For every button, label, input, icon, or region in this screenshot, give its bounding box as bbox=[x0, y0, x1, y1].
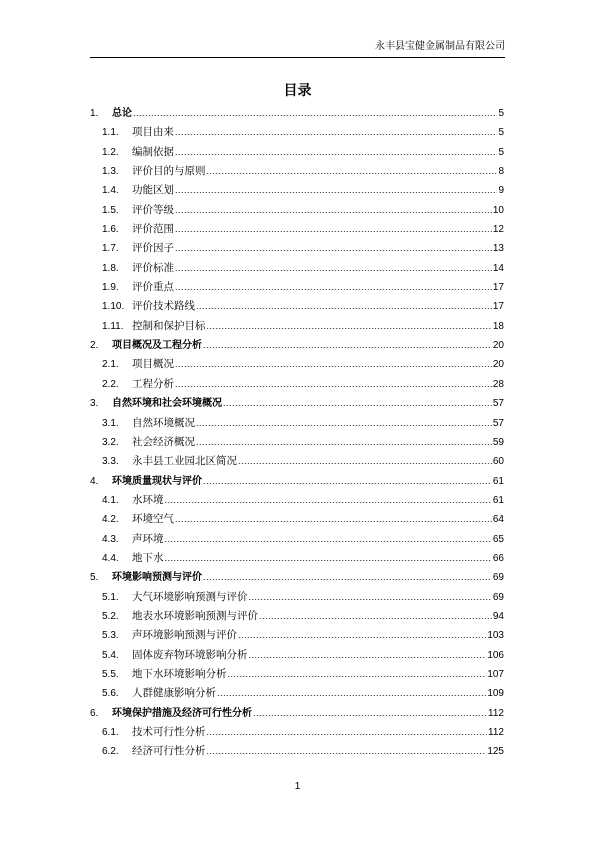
toc-dot-leader bbox=[175, 123, 497, 142]
toc-entry-number: 6.2. bbox=[102, 746, 119, 758]
toc-entry-number: 6. bbox=[90, 707, 99, 719]
toc-entry-page: 12 bbox=[492, 224, 504, 236]
toc-entry-number: 5.6. bbox=[102, 688, 119, 700]
toc-entry-page: 5 bbox=[498, 108, 504, 119]
toc-entry-number: 1.6. bbox=[102, 224, 119, 236]
toc-entry-number: 4.1. bbox=[102, 494, 119, 506]
toc-entry-label: 水环境 bbox=[132, 493, 164, 506]
toc-entry-number: 2. bbox=[90, 340, 99, 352]
toc-entry-page: 9 bbox=[498, 185, 504, 197]
toc-entry-page: 106 bbox=[487, 649, 504, 661]
toc-section-entry[interactable] bbox=[90, 162, 504, 181]
toc-dot-leader bbox=[175, 375, 492, 394]
toc-entry-label: 声环境 bbox=[132, 532, 164, 545]
toc-entry-page: 69 bbox=[492, 572, 504, 584]
header-company-name: 永丰县宝健金属制品有限公司 bbox=[375, 41, 505, 52]
toc-entry-label: 编制依据 bbox=[132, 145, 174, 158]
toc-entry-page: 60 bbox=[492, 456, 504, 468]
toc-entry-number: 4.3. bbox=[102, 533, 119, 545]
toc-entry-label: 工程分析 bbox=[132, 377, 174, 390]
toc-chapter-entry[interactable] bbox=[90, 568, 504, 587]
toc-dot-leader bbox=[175, 201, 492, 220]
toc-entry-page: 10 bbox=[492, 204, 504, 216]
toc-entry-number: 4.2. bbox=[102, 514, 119, 526]
toc-entry-label: 评价重点 bbox=[132, 281, 174, 294]
toc-dot-leader bbox=[207, 742, 487, 761]
toc-section-entry[interactable] bbox=[90, 259, 504, 278]
toc-chapter-entry[interactable] bbox=[90, 336, 504, 355]
toc-entry-page: 107 bbox=[487, 668, 504, 680]
toc-dot-leader bbox=[238, 626, 486, 645]
toc-dot-leader bbox=[165, 491, 492, 510]
toc-dot-leader bbox=[175, 181, 497, 200]
toc-entry-label: 社会经济概况 bbox=[132, 435, 195, 448]
toc-entry-page: 94 bbox=[492, 610, 504, 622]
toc-dot-leader bbox=[175, 278, 492, 297]
toc-entry-label: 评价因子 bbox=[132, 242, 174, 255]
toc-section-entry[interactable] bbox=[90, 742, 504, 761]
toc-dot-leader bbox=[259, 607, 492, 626]
toc-entry-page: 57 bbox=[492, 417, 504, 429]
toc-entry-number: 1.9. bbox=[102, 282, 119, 294]
toc-entry-number: 4.4. bbox=[102, 552, 119, 564]
toc-dot-leader bbox=[175, 510, 492, 529]
toc-dot-leader bbox=[196, 414, 492, 433]
toc-entry-number: 1.1. bbox=[102, 127, 119, 139]
toc-entry-page: 112 bbox=[488, 727, 504, 738]
toc-section-entry[interactable] bbox=[90, 646, 504, 665]
toc-dot-leader bbox=[175, 355, 492, 374]
toc-dot-leader bbox=[203, 568, 492, 587]
toc-dot-leader bbox=[196, 433, 492, 452]
toc-dot-leader bbox=[175, 220, 492, 239]
toc-entry-number: 2.1. bbox=[102, 359, 119, 371]
toc-entry-page: 17 bbox=[492, 282, 504, 294]
toc-dot-leader bbox=[217, 684, 486, 703]
toc-chapter-entry[interactable] bbox=[90, 704, 504, 723]
toc-dot-leader bbox=[207, 162, 498, 181]
toc-entry-page: 66 bbox=[492, 552, 504, 564]
toc-entry-page: 5 bbox=[498, 127, 504, 139]
toc-entry-label: 环境空气 bbox=[132, 513, 174, 526]
toc-entry-number: 6.1. bbox=[102, 727, 119, 738]
toc-chapter-entry[interactable] bbox=[90, 104, 504, 123]
toc-section-entry[interactable] bbox=[90, 665, 504, 684]
toc-entry-page: 61 bbox=[492, 494, 504, 506]
toc-entry-number: 1.11. bbox=[102, 320, 124, 332]
toc-entry-page: 18 bbox=[492, 320, 504, 332]
toc-entry-page: 20 bbox=[492, 340, 504, 352]
toc-section-entry[interactable] bbox=[90, 239, 504, 258]
toc-entry-label: 项目概况及工程分析 bbox=[112, 340, 202, 352]
toc-section-entry[interactable] bbox=[90, 355, 504, 374]
toc-section-entry[interactable] bbox=[90, 201, 504, 220]
toc-entry-page: 109 bbox=[487, 688, 504, 700]
toc-entry-page: 65 bbox=[492, 533, 504, 545]
toc-section-entry[interactable] bbox=[90, 530, 504, 549]
toc-entry-number: 2.2. bbox=[102, 378, 119, 390]
toc-section-entry[interactable] bbox=[90, 491, 504, 510]
toc-dot-leader bbox=[223, 394, 492, 413]
toc-section-entry[interactable] bbox=[90, 588, 504, 607]
toc-entry-page: 61 bbox=[492, 475, 504, 487]
toc-dot-leader bbox=[175, 259, 492, 278]
toc-entry-label: 评价等级 bbox=[132, 203, 174, 216]
toc-entry-label: 项目由来 bbox=[132, 126, 174, 139]
toc-entry-label: 地下水环境影响分析 bbox=[132, 667, 227, 680]
toc-entry-number: 1. bbox=[90, 108, 99, 119]
table-of-contents bbox=[90, 104, 504, 762]
toc-entry-label: 大气环境影响预测与评价 bbox=[132, 590, 248, 603]
toc-entry-label: 自然环境和社会环境概况 bbox=[112, 398, 222, 410]
toc-section-entry[interactable] bbox=[90, 123, 504, 142]
toc-dot-leader bbox=[207, 723, 488, 742]
toc-dot-leader bbox=[196, 297, 492, 316]
toc-section-entry[interactable] bbox=[90, 181, 504, 200]
toc-entry-number: 1.8. bbox=[102, 262, 119, 274]
toc-entry-label: 环境保护措施及经济可行性分析 bbox=[112, 707, 252, 719]
toc-section-entry[interactable] bbox=[90, 220, 504, 239]
toc-entry-number: 5.1. bbox=[102, 591, 119, 603]
toc-entry-number: 5.5. bbox=[102, 668, 119, 680]
toc-dot-leader bbox=[175, 239, 492, 258]
toc-title: 目录 bbox=[283, 83, 312, 99]
toc-dot-leader bbox=[165, 549, 492, 568]
toc-entry-label: 固体废弃物环境影响分析 bbox=[132, 648, 248, 661]
toc-entry-label: 评价目的与原则 bbox=[132, 165, 206, 178]
toc-section-entry[interactable] bbox=[90, 607, 504, 626]
toc-entry-label: 技术可行性分析 bbox=[132, 726, 206, 738]
toc-entry-number: 5.4. bbox=[102, 649, 119, 661]
toc-entry-number: 3.3. bbox=[102, 456, 119, 468]
toc-section-entry[interactable] bbox=[90, 626, 504, 645]
toc-section-entry[interactable] bbox=[90, 317, 504, 336]
toc-entry-label: 环境质量现状与评价 bbox=[112, 475, 202, 487]
toc-entry-page: 69 bbox=[492, 591, 504, 603]
toc-entry-number: 3.1. bbox=[102, 417, 119, 429]
toc-entry-page: 14 bbox=[492, 262, 504, 274]
toc-entry-page: 103 bbox=[487, 630, 504, 642]
toc-section-entry[interactable] bbox=[90, 452, 504, 471]
toc-entry-label: 控制和保护目标 bbox=[132, 319, 206, 332]
toc-section-entry[interactable] bbox=[90, 375, 504, 394]
toc-entry-label: 环境影响预测与评价 bbox=[112, 572, 202, 584]
toc-entry-page: 17 bbox=[492, 301, 504, 313]
toc-entry-label: 评价范围 bbox=[132, 223, 174, 236]
toc-entry-number: 5.3. bbox=[102, 630, 119, 642]
toc-entry-page: 59 bbox=[492, 436, 504, 448]
toc-entry-label: 评价标准 bbox=[132, 261, 174, 274]
toc-entry-label: 地表水环境影响预测与评价 bbox=[132, 609, 258, 622]
toc-entry-number: 1.10. bbox=[102, 301, 125, 313]
toc-entry-label: 永丰县工业园北区简况 bbox=[132, 455, 237, 468]
toc-entry-number: 1.5. bbox=[102, 204, 119, 216]
toc-chapter-entry[interactable] bbox=[90, 394, 504, 413]
toc-entry-number: 1.7. bbox=[102, 243, 119, 255]
toc-dot-leader bbox=[165, 530, 492, 549]
toc-section-entry[interactable] bbox=[90, 510, 504, 529]
toc-section-entry[interactable] bbox=[90, 433, 504, 452]
toc-entry-page: 13 bbox=[492, 243, 504, 255]
toc-entry-page: 28 bbox=[492, 378, 504, 390]
toc-entry-page: 57 bbox=[492, 398, 504, 410]
toc-section-entry[interactable] bbox=[90, 297, 504, 316]
toc-dot-leader bbox=[249, 646, 487, 665]
toc-entry-page: 64 bbox=[492, 514, 504, 526]
toc-entry-number: 5.2. bbox=[102, 610, 119, 622]
toc-entry-label: 项目概况 bbox=[132, 358, 174, 371]
toc-dot-leader bbox=[249, 588, 492, 607]
toc-dot-leader bbox=[253, 704, 487, 723]
toc-dot-leader bbox=[228, 665, 487, 684]
toc-dot-leader bbox=[207, 317, 492, 336]
toc-entry-label: 评价技术路线 bbox=[132, 300, 195, 313]
toc-dot-leader bbox=[175, 143, 497, 162]
toc-entry-number: 3.2. bbox=[102, 436, 119, 448]
toc-dot-leader bbox=[203, 336, 492, 355]
toc-chapter-entry[interactable] bbox=[90, 472, 504, 491]
toc-section-entry[interactable] bbox=[90, 414, 504, 433]
toc-entry-number: 4. bbox=[90, 475, 99, 487]
toc-entry-page: 112 bbox=[488, 707, 504, 719]
toc-section-entry[interactable] bbox=[90, 549, 504, 568]
toc-entry-page: 8 bbox=[498, 166, 504, 178]
toc-entry-number: 5. bbox=[90, 572, 99, 584]
toc-entry-number: 1.3. bbox=[102, 166, 119, 178]
toc-entry-label: 声环境影响预测与评价 bbox=[132, 629, 237, 642]
toc-entry-page: 20 bbox=[492, 359, 504, 371]
toc-entry-label: 总论 bbox=[112, 108, 132, 119]
toc-dot-leader bbox=[203, 472, 492, 491]
toc-entry-number: 1.2. bbox=[102, 146, 119, 158]
toc-entry-label: 经济可行性分析 bbox=[132, 745, 206, 758]
toc-dot-leader bbox=[238, 452, 492, 471]
toc-entry-label: 地下水 bbox=[132, 551, 164, 564]
toc-dot-leader bbox=[133, 104, 497, 123]
toc-entry-label: 自然环境概况 bbox=[132, 416, 195, 429]
toc-section-entry[interactable] bbox=[90, 278, 504, 297]
toc-section-entry[interactable] bbox=[90, 684, 504, 703]
page-header bbox=[90, 40, 505, 58]
toc-entry-number: 3. bbox=[90, 398, 99, 410]
toc-section-entry[interactable] bbox=[90, 723, 504, 742]
toc-section-entry[interactable] bbox=[90, 143, 504, 162]
page-number: 1 bbox=[294, 781, 301, 792]
toc-entry-label: 功能区划 bbox=[132, 184, 174, 197]
toc-entry-label: 人群健康影响分析 bbox=[132, 687, 216, 700]
toc-entry-page: 125 bbox=[487, 746, 504, 758]
toc-entry-number: 1.4. bbox=[102, 185, 119, 197]
toc-entry-page: 5 bbox=[498, 146, 504, 158]
